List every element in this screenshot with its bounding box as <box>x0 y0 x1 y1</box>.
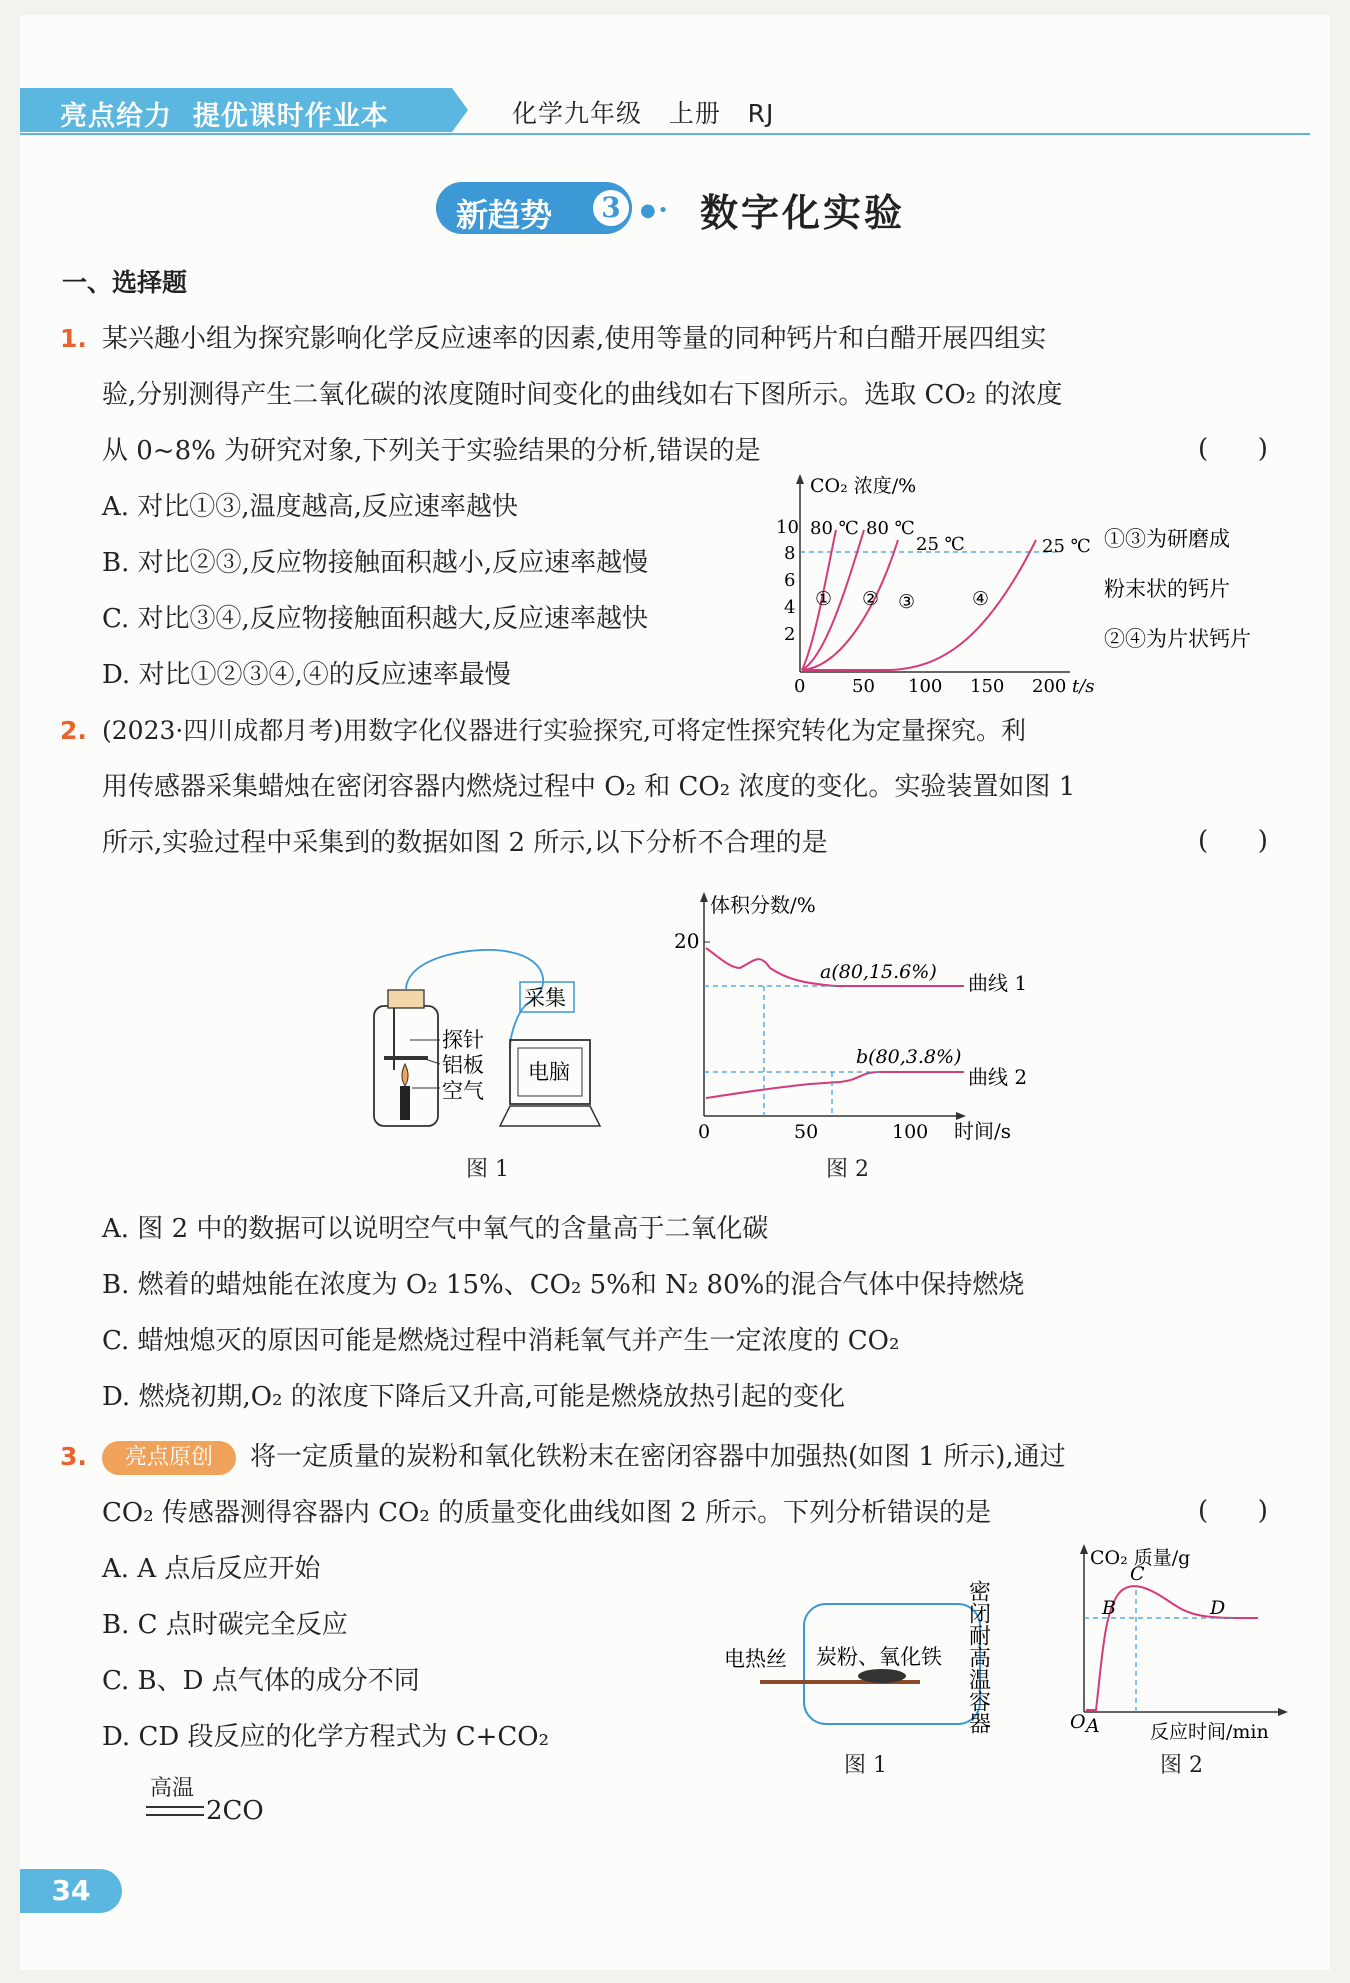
point-A: A <box>1086 1715 1100 1737</box>
page-header <box>20 88 1310 134</box>
ytick: 20 <box>674 929 700 953</box>
q1-option-a: A. 对比①③,温度越高,反应速率越快 <box>102 492 518 522</box>
q2-option-a: A. 图 2 中的数据可以说明空气中氧气的含量高于二氧化碳 <box>102 1214 769 1244</box>
q1-xtick: 0 <box>794 676 806 697</box>
q2-option-d: D. 燃烧初期,O₂ 的浓度下降后又升高,可能是燃烧放热引起的变化 <box>102 1382 845 1412</box>
q1-answer-blank: ( ) <box>1198 434 1268 464</box>
q1-ytick: 10 <box>776 517 799 538</box>
q1-option-b: B. 对比②③,反应物接触面积越小,反应速率越慢 <box>102 548 649 578</box>
title-badge-text: 新趋势 <box>456 196 553 234</box>
x-arrow <box>1278 1708 1288 1716</box>
air-label: 空气 <box>442 1079 484 1103</box>
q3-line: 将一定质量的炭粉和氧化铁粉末在密闭容器中加强热(如图 1 所示),通过 <box>250 1442 1066 1472</box>
powder-pile <box>858 1669 906 1683</box>
q1-ylabel: CO₂ 浓度/% <box>810 475 917 497</box>
xlabel: 时间/s <box>954 1119 1012 1143</box>
q2-line: 用传感器采集蜡烛在密闭容器内燃烧过程中 O₂ 和 CO₂ 浓度的变化。实验装置如图 1 <box>102 772 1076 802</box>
q1-xtick: 100 <box>908 676 943 697</box>
vessel-label-vertical <box>965 1558 1012 1758</box>
q2-fig2-caption: 图 2 <box>826 1157 869 1182</box>
q3-option-c: C. B、D 点气体的成分不同 <box>102 1666 420 1696</box>
flame-icon <box>402 1064 408 1086</box>
q3-co2-mass-chart <box>1060 1540 1320 1743</box>
q1-xtick: 150 <box>970 676 1005 697</box>
q1-line: 某兴趣小组为探究影响化学反应速率的因素,使用等量的同种钙片和白醋开展四组实 <box>102 324 1047 354</box>
header-rule <box>20 133 1310 135</box>
curve-2-label: 曲线 2 <box>968 1065 1028 1089</box>
y-arrow <box>1080 1544 1088 1554</box>
q1-ytick: 6 <box>784 570 796 591</box>
q1-xtick: 200 <box>1032 676 1067 697</box>
plate-label: 铝板 <box>442 1053 484 1077</box>
equation-bar <box>146 1806 204 1816</box>
q1-line: 从 0~8% 为研究对象,下列关于实验结果的分析,错误的是 <box>102 436 761 466</box>
q1-temp-label: 80 ℃ <box>810 518 859 539</box>
point-b-label: b(80,3.8%) <box>856 1046 962 1068</box>
q1-temp-label: 80 ℃ <box>866 518 915 539</box>
q2-answer-blank: ( ) <box>1198 826 1268 856</box>
candle <box>400 1086 410 1120</box>
q1-note: ②④为片状钙片 <box>1104 627 1251 651</box>
q1-curve-label: ③ <box>898 591 916 613</box>
point-O: O <box>1070 1711 1086 1733</box>
title-number: 3 <box>590 187 632 229</box>
computer-label: 电脑 <box>528 1060 570 1084</box>
xlabel: 反应时间/min <box>1150 1721 1269 1743</box>
q1-curve-4 <box>802 540 1036 670</box>
curve-2 <box>706 1072 964 1098</box>
book-title: 亮点给力 提优课时作业本 <box>60 101 389 132</box>
keyboard <box>500 1106 600 1126</box>
xtick: 50 <box>794 1121 819 1143</box>
q3-fig1-caption: 图 1 <box>844 1753 887 1778</box>
page-number: 34 <box>20 1869 122 1913</box>
q1-ytick: 8 <box>784 543 796 564</box>
ylabel: 体积分数/% <box>710 893 816 917</box>
q1-y-arrow <box>796 474 804 484</box>
stopper <box>388 990 424 1008</box>
equation-product: 2CO <box>206 1796 264 1826</box>
q1-ytick: 4 <box>784 597 796 618</box>
q1-ytick: 2 <box>784 624 796 645</box>
point-a-label: a(80,15.6%) <box>820 961 937 983</box>
probe-label: 探针 <box>442 1028 484 1052</box>
q2-gas-chart <box>660 888 1040 1144</box>
q3-number: 3. <box>60 1442 87 1471</box>
ylabel: CO₂ 质量/g <box>1090 1547 1191 1569</box>
q3-option-d: D. CD 段反应的化学方程式为 C+CO₂ <box>102 1722 550 1752</box>
q1-temp-label: 25 ℃ <box>916 534 965 555</box>
q1-note: ①③为研磨成 <box>1104 527 1230 551</box>
subject-grade: 化学九年级 上册 RJ <box>512 99 775 128</box>
q1-co2-chart <box>770 472 1290 697</box>
original-tag: 亮点原创 <box>102 1441 236 1475</box>
wire-label: 电热丝 <box>724 1647 787 1671</box>
q1-option-d: D. 对比①②③④,④的反应速率最慢 <box>102 660 511 690</box>
q1-curve-label: ① <box>815 588 833 610</box>
equation-condition: 高温 <box>150 1776 195 1801</box>
q1-note: 粉末状的钙片 <box>1104 577 1230 601</box>
q2-number: 2. <box>60 716 87 745</box>
point-B: B <box>1102 1597 1116 1619</box>
q1-line: 验,分别测得产生二氧化碳的浓度随时间变化的曲线如右下图所示。选取 CO₂ 的浓度 <box>102 380 1063 410</box>
q2-option-b: B. 燃着的蜡烛能在浓度为 O₂ 15%、CO₂ 5%和 N₂ 80%的混合气体中保持燃烧 <box>102 1270 1025 1300</box>
q2-fig1-caption: 图 1 <box>466 1157 509 1182</box>
q3-option-a: A. A 点后反应开始 <box>102 1554 321 1584</box>
curve-1-label: 曲线 1 <box>968 971 1028 995</box>
q1-option-c: C. 对比③④,反应物接触面积越大,反应速率越快 <box>102 604 649 634</box>
vessel-label: 密闭耐高温容器 <box>965 1580 991 1734</box>
q1-xlabel: t/s <box>1072 676 1095 697</box>
page-title: 数字化实验 <box>700 190 906 235</box>
q1-number: 1. <box>60 324 87 353</box>
q2-line: (2023·四川成都月考)用数字化仪器进行实验探究,可将定性探究转化为定量探究。利 <box>102 716 1027 745</box>
q2-option-c: C. 蜡烛熄灭的原因可能是燃烧过程中消耗氧气并产生一定浓度的 CO₂ <box>102 1326 900 1356</box>
q1-curve-label: ④ <box>972 588 990 610</box>
xtick: 0 <box>698 1121 711 1143</box>
q1-xtick: 50 <box>852 676 875 697</box>
q3-answer-blank: ( ) <box>1198 1496 1268 1526</box>
q1-curve-label: ② <box>862 588 880 610</box>
q1-curve-2 <box>802 530 864 670</box>
point-D: D <box>1210 1597 1226 1619</box>
point-C: C <box>1130 1563 1145 1585</box>
q3-option-b: B. C 点时碳完全反应 <box>102 1610 348 1640</box>
section-heading: 一、选择题 <box>62 268 188 297</box>
collect-label: 采集 <box>524 986 566 1010</box>
q3-fig2-caption: 图 2 <box>1160 1753 1203 1778</box>
title-dots: ●• <box>640 200 671 221</box>
q3-line: CO₂ 传感器测得容器内 CO₂ 的质量变化曲线如图 2 所示。下列分析错误的是 <box>102 1498 992 1528</box>
y-arrow <box>700 892 708 902</box>
q2-line: 所示,实验过程中采集到的数据如图 2 所示,以下分析不合理的是 <box>102 828 828 858</box>
q1-temp-label: 25 ℃ <box>1042 536 1091 557</box>
q2-apparatus-figure <box>360 950 620 1130</box>
powder-label: 炭粉、氧化铁 <box>816 1645 942 1669</box>
xtick: 100 <box>892 1121 929 1143</box>
